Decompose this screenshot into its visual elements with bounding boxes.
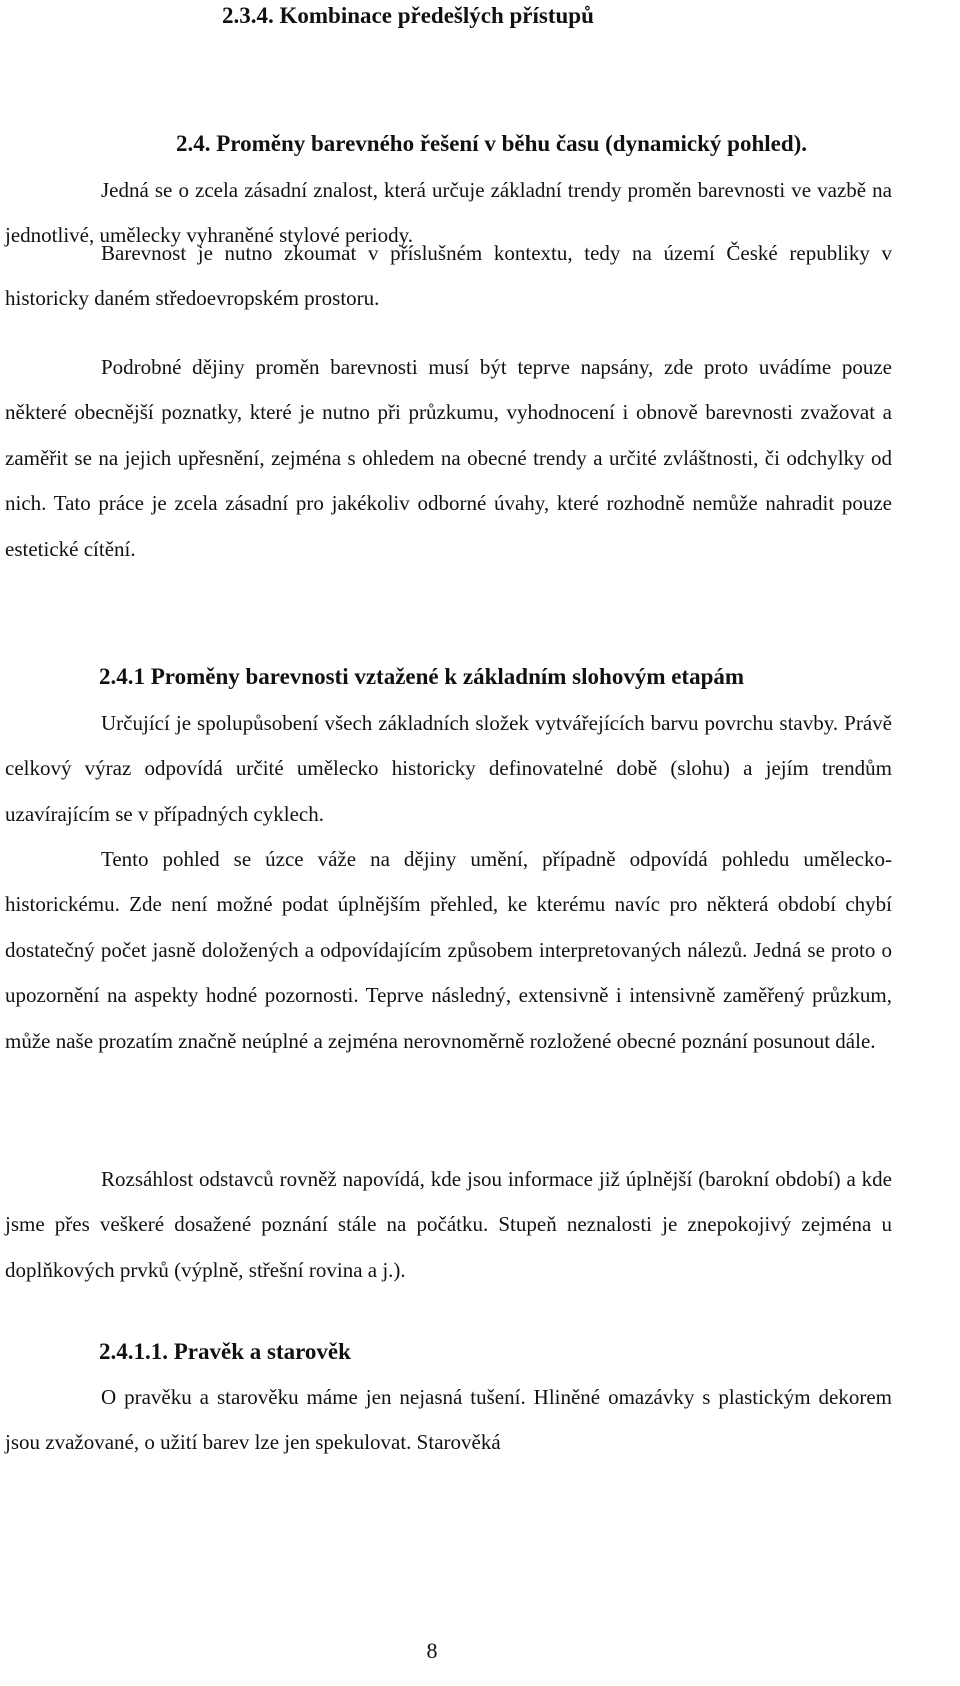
heading-2-4-1-1: 2.4.1.1. Pravěk a starověk [99, 1339, 351, 1364]
paragraph-history: Podrobné dějiny proměn barevnosti musí být teprve napsány, zde proto uvádíme pouze některé obecnější poznatky, které je nutno při průzkumu, vyhodnocení i obnově barevnosti zvažovat a zaměřit se na jejich upřesnění, zejména s ohledem na obecné trendy a určité zvláštnosti, či odchylky od nich. Tato práce je zcela zásadní pro jakékoliv odborné úvahy, které rozhodně nemůže nahradit pouze estetické cítění. [5, 355, 892, 561]
heading-2-4-1: 2.4.1 Proměny barevnosti vztažené k základním slohovým etapám [99, 664, 745, 689]
paragraph-intro: Jedná se o zcela zásadní znalost, která určuje základní trendy proměn barevnosti ve vazbě na jednotlivé, umělecky vyhraněné stylové periody. [5, 178, 892, 248]
paragraph-prehistory: O pravěku a starověku máme jen nejasná tušení. Hliněné omazávky s plastickým dekorem jsou zvažované, o užití barev lze jen spekulovat. Starověká [5, 1385, 892, 1455]
paragraph-composition: Určující je spolupůsobení všech základních složek vytvářejících barvu povrchu stavby. Právě celkový výraz odpovídá určité umělecko historicky definovatelné době (slohu) a jejím trendům uzavírajícím se v případných cyklech. [5, 711, 892, 826]
heading-2-3-4: 2.3.4. Kombinace předešlých přístupů [222, 3, 594, 28]
heading-2-4: 2.4. Proměny barevného řešení v běhu času (dynamický pohled). [176, 131, 808, 156]
paragraph-context: Barevnost je nutno zkoumat v příslušném kontextu, tedy na území České republiky v historicky daném středoevropském prostoru. [5, 241, 892, 311]
paragraph-extent: Rozsáhlost odstavců rovněž napovídá, kde jsou informace již úplnější (barokní období) a kde jsme přes veškeré dosažené poznání stále na počátku. Stupeň neznalosti je znepokojivý zejména u doplňkových prvků (výplně, střešní rovina a j.). [5, 1167, 892, 1282]
page-number: 8 [426, 1638, 438, 1663]
paragraph-art-history: Tento pohled se úzce váže na dějiny umění, případně odpovídá pohledu umělecko-historickému. Zde není možné podat úplnějším přehled, ke kterému navíc pro některá období chybí dostatečný počet jasně doložených a odpovídajícím způsobem interpretovaných nálezů. Jedná se proto o upozornění na aspekty hodné pozornosti. Teprve následný, extensivně i intensivně zaměřený průzkum, může naše prozatím značně neúplné a zejména nerovnoměrně rozložené obecné poznání posunout dále. [5, 847, 892, 1053]
